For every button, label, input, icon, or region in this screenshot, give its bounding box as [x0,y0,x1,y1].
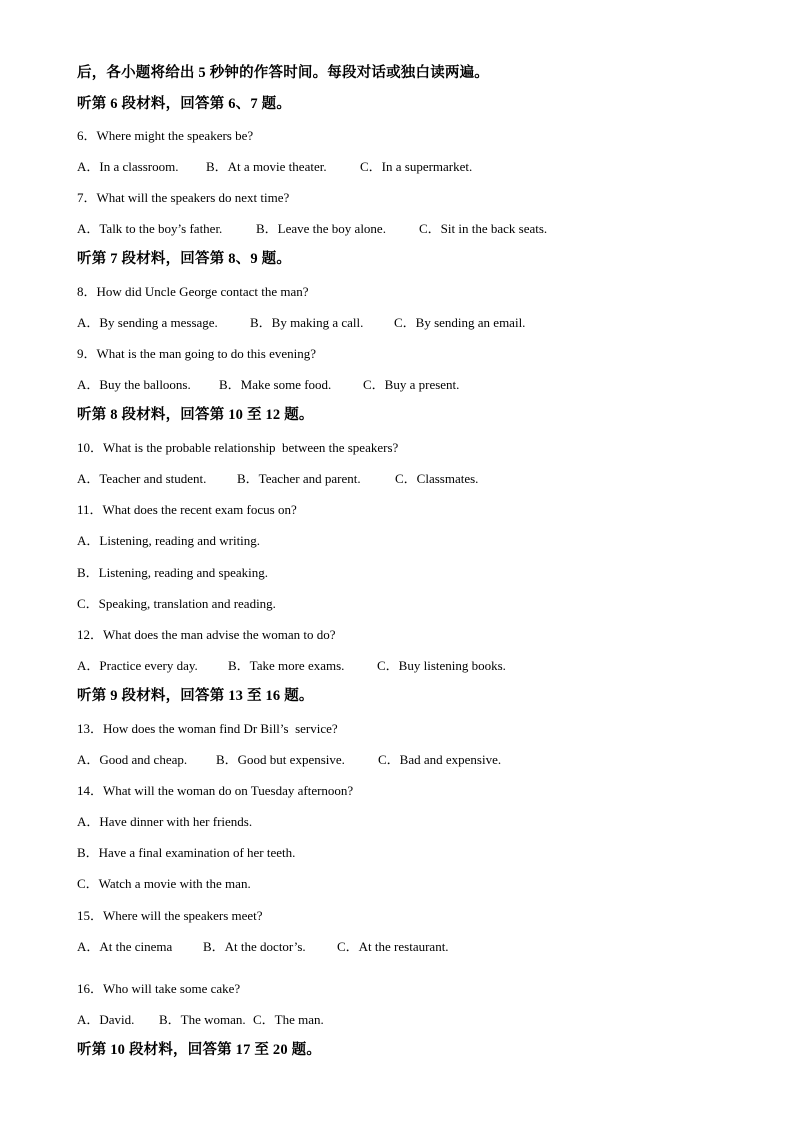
question-14: 14．What will the woman do on Tuesday afternoon? [77,783,354,798]
option-11-b: B．Listening, reading and speaking. [77,565,268,580]
section-heading-7: 听第 7 段材料，回答第 8、9 题。 [77,251,292,267]
option-b: B．Take more exams. [228,658,345,673]
option-14-a: A．Have dinner with her friends. [77,814,253,829]
option-14-c: C．Watch a movie with the man. [77,876,251,891]
option-c: C．In a supermarket. [360,159,473,174]
option-a: A．By sending a message. [77,315,218,330]
options-15 [77,940,449,953]
option-a: A．At the cinema [77,939,173,954]
question-10: 10．What is the probable relationship between the speakers? [77,440,399,455]
section-heading-8: 听第 8 段材料，回答第 10 至 12 题。 [77,407,314,423]
question-8: 8．How did Uncle George contact the man? [77,284,309,299]
option-b: B．Teacher and parent. [237,471,361,486]
option-c: C．Buy a present. [363,377,460,392]
option-c: C．By sending an email. [394,315,526,330]
question-13: 13．How does the woman find Dr Bill’s service? [77,721,338,736]
options-12 [77,659,506,672]
option-a: A．Talk to the boy’s father. [77,221,223,236]
question-16: 16．Who will take some cake? [77,981,241,996]
question-15: 15．Where will the speakers meet? [77,908,263,923]
question-9: 9．What is the man going to do this evening? [77,346,317,361]
option-a: A．In a classroom. [77,159,179,174]
option-11-c: C．Speaking, translation and reading. [77,596,276,611]
option-14-b: B．Have a final examination of her teeth. [77,845,296,860]
option-b: B．Good but expensive. [216,752,345,767]
option-c: C．At the restaurant. [337,939,449,954]
option-b: B．Make some food. [219,377,332,392]
instruction-line: 后，各小题将给出 5 秒钟的作答时间。每段对话或独白读两遍。 [77,65,489,81]
section-heading-9: 听第 9 段材料，回答第 13 至 16 题。 [77,688,314,704]
question-6: 6．Where might the speakers be? [77,128,254,143]
options-10 [77,472,478,485]
options-6 [77,160,472,173]
option-c: C．Classmates. [395,471,479,486]
options-8 [77,316,525,329]
question-11: 11．What does the recent exam focus on? [77,502,297,517]
section-heading-6: 听第 6 段材料，回答第 6、7 题。 [77,96,292,112]
option-a: A．Teacher and student. [77,471,207,486]
question-12: 12．What does the man advise the woman to do? [77,627,336,642]
option-a: A．David. [77,1012,135,1027]
option-a: A．Good and cheap. [77,752,188,767]
option-b: B．By making a call. [250,315,364,330]
option-a: A．Practice every day. [77,658,198,673]
section-heading-10: 听第 10 段材料，回答第 17 至 20 题。 [77,1042,322,1058]
option-b: B．At a movie theater. [206,159,327,174]
options-13 [77,753,501,766]
option-c: C．The man. [253,1012,324,1027]
option-b: B．At the doctor’s. [203,939,306,954]
option-c: C．Bad and expensive. [378,752,502,767]
option-11-a: A．Listening, reading and writing. [77,533,261,548]
option-c: C．Sit in the back seats. [419,221,548,236]
option-c: C．Buy listening books. [377,658,506,673]
options-16 [77,1013,324,1026]
question-7: 7．What will the speakers do next time? [77,190,290,205]
options-9 [77,378,459,391]
option-b: B．The woman. [159,1012,246,1027]
options-7 [77,222,547,235]
option-a: A．Buy the balloons. [77,377,191,392]
option-b: B．Leave the boy alone. [256,221,386,236]
